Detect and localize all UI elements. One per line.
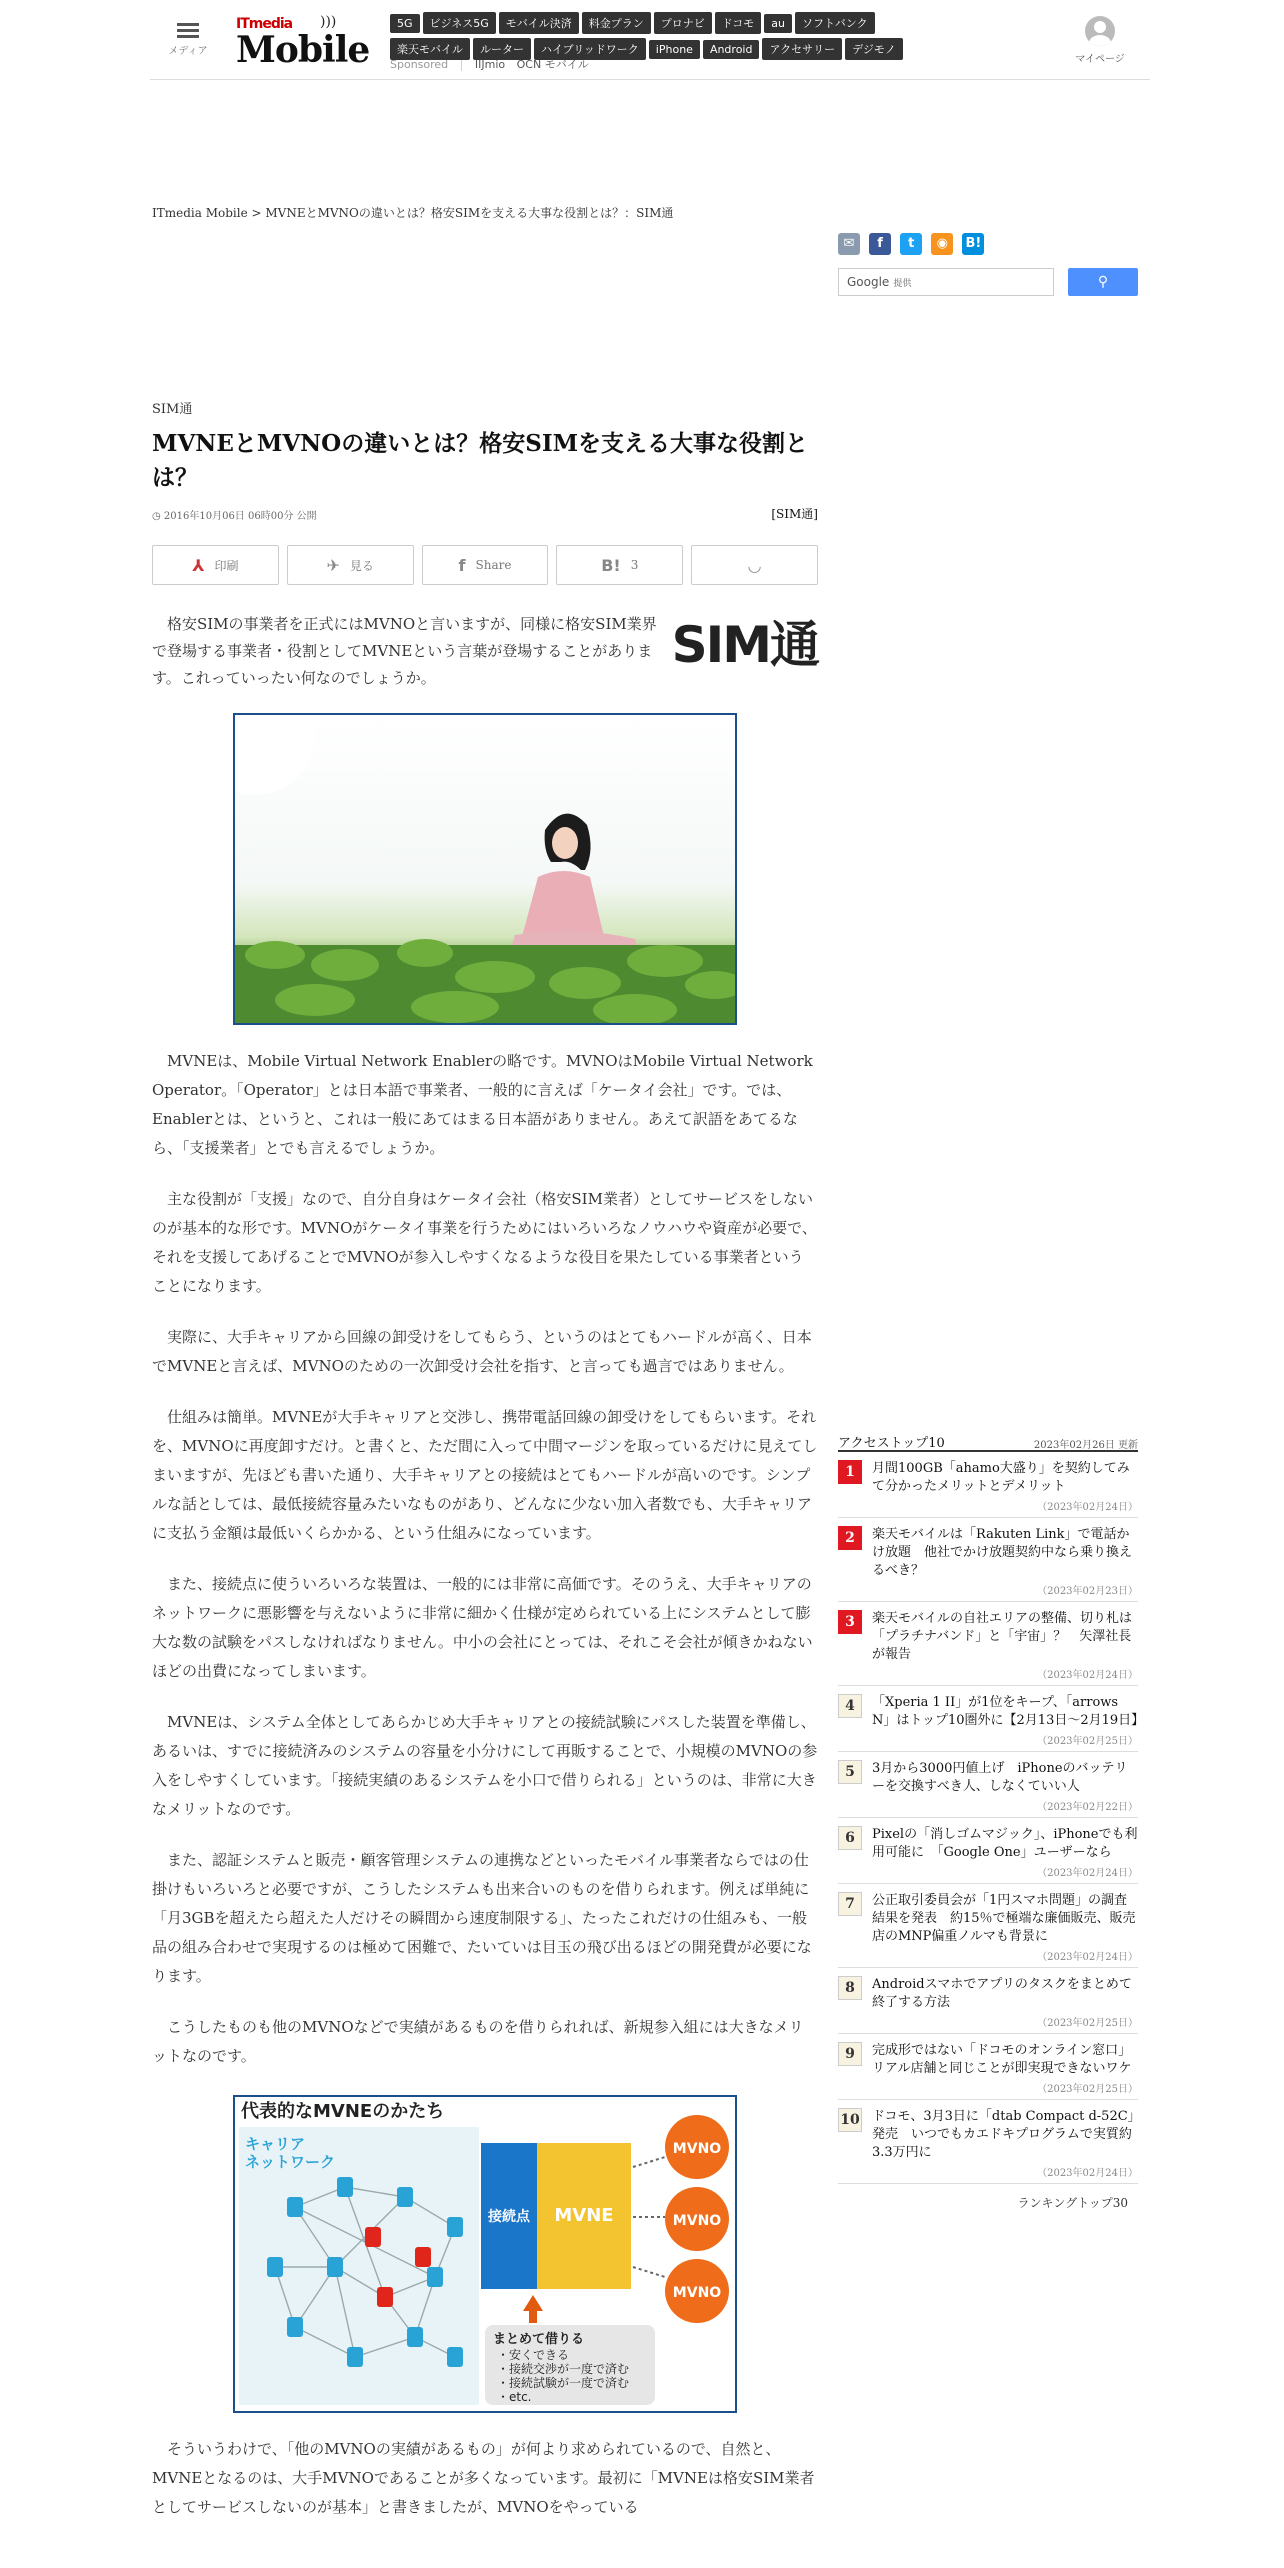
share-bar xyxy=(152,545,818,585)
paragraph: MVNEは、Mobile Virtual Network Enablerの略です。MVNOはMobile Virtual Network Operator。「Operator」とは日本語で事業者、一般的に言えば「ケータイ会社」です。では、Enablerとは、というと、これは一般にあてはまる日本語がありません。あえて訳語をあてるなら、「支援業者」とでも言えるでしょうか。 xyxy=(152,1052,813,1157)
tag-link[interactable]: 5G xyxy=(390,14,420,33)
tag-link[interactable]: ハイブリッドワーク xyxy=(534,38,646,60)
ranking-header xyxy=(838,1432,1138,1452)
sidebar-share-icons xyxy=(838,232,988,255)
sponsored-link-ocn[interactable]: OCN モバイル xyxy=(516,58,589,71)
tag-link[interactable]: 料金プラン xyxy=(582,12,651,34)
search-icon: ⚲ xyxy=(1097,274,1109,290)
ranking-item[interactable] xyxy=(838,1452,1138,1518)
ranking-item[interactable] xyxy=(838,1968,1138,2034)
menu-label: メディア xyxy=(168,46,208,57)
site-header xyxy=(150,0,1150,80)
sponsored-bar: Sponsored | IIJmio OCN モバイル xyxy=(390,58,589,71)
ranking-item[interactable] xyxy=(838,1686,1145,1752)
mvno-label-2: MVNO xyxy=(672,2213,722,2229)
ranking-item[interactable] xyxy=(838,2100,1138,2184)
tag-link[interactable]: Android xyxy=(703,40,760,59)
site-search xyxy=(838,268,1138,296)
ranking-item-title[interactable]: 3月から3000円値上げ iPhoneのバッテリーを交換すべき人、しなくていい人 xyxy=(872,1761,1128,1794)
site-logo[interactable] xyxy=(236,12,370,71)
paragraph: また、接続点に使ういろいろな装置は、一般的には非常に高価です。そのうえ、大手キャリアのネットワークに悪影響を与えないように非常に細かく仕様が定められている上にシステムとして膨大な数の試験をパスしなければなりません。中小の会社にとっては、それこそ会社が傾きかねないほどの出費になってしまいます。 xyxy=(152,1575,813,1680)
print-button[interactable]: ⅄ 印刷 xyxy=(152,545,279,585)
article-meta xyxy=(152,507,818,527)
ranking-more-link[interactable]: ランキングトップ30 xyxy=(1017,2196,1128,2210)
network-label-2: ネットワーク xyxy=(245,2153,336,2171)
diagram-title: 代表的なMVNEのかたち xyxy=(241,2101,445,2122)
benefit-3: ・接続試験が一度で済む xyxy=(497,2376,630,2390)
rss-icon[interactable]: ◉ xyxy=(931,233,953,255)
print-icon: ⅄ xyxy=(192,555,205,575)
ranking-item-date: （2023年02月24日） xyxy=(1037,1502,1138,1513)
mvno-label-1: MVNO xyxy=(672,2141,722,2157)
article-body-cont xyxy=(152,2435,818,2522)
publish-date: ◷ 2016年10月06日 06時00分 公開 xyxy=(152,511,317,522)
breadcrumb[interactable]: ITmedia Mobile > MVNEとMVNOの違いとは？格安SIMを支える大事な役割とは？：SIM通 xyxy=(152,206,674,220)
ranking-item-title[interactable]: 完成形ではない「ドコモのオンライン窓口」 リアル店舗と同じことが即実現できないワケ xyxy=(872,2043,1138,2076)
tag-link[interactable]: ソフトバンク xyxy=(795,12,875,34)
rank-number: 10 xyxy=(838,2108,862,2132)
ranking-item-date: （2023年02月23日） xyxy=(1037,1586,1138,1597)
clock-icon: ◷ xyxy=(152,511,164,522)
article-photo[interactable] xyxy=(233,713,737,1025)
google-brand: Google xyxy=(847,275,890,289)
connection-label: 接続点 xyxy=(488,2209,530,2225)
ranking-item-title[interactable]: 公正取引委員会が「1円スマホ問題」の調査結果を発表 約15％で極端な廉価販売、販売店のMNP偏重ノルマも背景に xyxy=(872,1893,1136,1944)
article-body xyxy=(152,1047,818,2071)
tag-link[interactable]: 楽天モバイル xyxy=(390,38,470,60)
ranking-item-date: （2023年02月24日） xyxy=(1037,1868,1138,1879)
ranking-item-title[interactable]: ドコモ、3月3日に「dtab Compact d-52C」発売 いつでもカエドキプログラムで実質約3.3万円に xyxy=(872,2109,1135,2160)
facebook-icon: f xyxy=(458,555,466,575)
article xyxy=(152,398,818,2522)
search-button[interactable] xyxy=(1068,268,1138,296)
ranking-list xyxy=(838,1452,1145,2184)
tag-link[interactable]: ルーター xyxy=(473,38,531,60)
menu-button[interactable] xyxy=(164,20,212,57)
paragraph: そういうわけで、「他のMVNOの実績があるもの」が何より求められているので、自然と、MVNEとなるのは、大手MVNOであることが多くなっています。最初に「MVNEは格安SIM業者としてサービスしないのが基本」と書きましたが、MVNOをやっている xyxy=(152,2440,815,2516)
ranking-item[interactable] xyxy=(838,1518,1138,1602)
paragraph: また、認証システムと販売・顧客管理システムの連携などといったモバイル事業者ならではの仕掛けもいろいろと必要ですが、こうしたシステムも出来合いのものを借りられます。例えば単純に「月3GBを超えたら超えた人だけその瞬間から速度制限する」、たったこれだけの仕組みも、一般品の組み合わせで実現するのは極めて困難で、たいていは目玉の飛び出るほどの開発費が必要になります。 xyxy=(152,1851,812,1985)
logo-itmedia: ITmedia xyxy=(236,16,293,32)
hamburger-icon xyxy=(177,23,199,38)
article-source[interactable]: [SIM通] xyxy=(771,507,818,521)
ranking-item-date: （2023年02月25日） xyxy=(1037,1736,1138,1747)
ranking-item-title[interactable]: Pixelの「消しゴムマジック」、iPhoneでも利用可能に 「Google One」ユーザーなら xyxy=(872,1827,1138,1860)
ranking-item[interactable] xyxy=(838,1818,1138,1884)
woman-in-field-illustration xyxy=(235,715,735,1023)
rank-number: 5 xyxy=(838,1760,862,1784)
ranking-item-date: （2023年02月24日） xyxy=(1037,1670,1138,1681)
article-category[interactable]: SIM通 xyxy=(152,402,193,417)
ranking-item-title[interactable]: 「Xperia 1 II」が1位をキープ、「arrows N」はトップ10圏外に【2月13日～2月19日】 xyxy=(872,1695,1145,1728)
rank-number: 4 xyxy=(838,1694,862,1718)
sponsored-label: Sponsored xyxy=(390,58,449,71)
tag-link[interactable]: プロナビ xyxy=(654,12,712,34)
ranking-item[interactable] xyxy=(838,1752,1138,1818)
tag-link[interactable]: ビジネス5G xyxy=(423,12,496,34)
mypage-label: マイページ xyxy=(1075,54,1125,65)
ranking-item-title[interactable]: 楽天モバイルは「Rakuten Link」で電話かけ放題 他社でかけ放題契約中なら乗り換えるべき？ xyxy=(872,1527,1133,1578)
up-arrow-icon xyxy=(523,2295,543,2323)
intro-text: 格安SIMの事業者を正式にはMVNOと言いますが、同様に格安SIM業界で登場する事業者・役割としてMVNEという言葉が登場することがあります。これっていったい何なのでしょうか。 xyxy=(152,615,657,687)
tag-link[interactable]: au xyxy=(764,14,792,33)
hatena-bookmark-button[interactable]: B! 3 xyxy=(556,545,683,585)
tag-link[interactable]: デジモノ xyxy=(845,38,903,60)
rank-number: 6 xyxy=(838,1826,862,1850)
mvne-label: MVNE xyxy=(554,2205,614,2226)
twitter-bird-icon: ✈ xyxy=(326,555,340,575)
mail-icon[interactable]: ✉ xyxy=(838,233,860,255)
benefit-2: ・接続交渉が一度で済む xyxy=(497,2362,630,2376)
ranking-item[interactable] xyxy=(838,2034,1138,2100)
ranking-item-date: （2023年02月24日） xyxy=(1037,2168,1138,2179)
rank-number: 8 xyxy=(838,1976,862,2000)
facebook-icon[interactable]: f xyxy=(869,233,891,255)
ranking-item-title[interactable]: Androidスマホでアプリのタスクをまとめて終了する方法 xyxy=(872,1977,1132,2010)
rank-number: 3 xyxy=(838,1610,862,1634)
mvne-diagram[interactable] xyxy=(233,2095,737,2413)
benefit-1: ・安くできる xyxy=(497,2348,570,2362)
twitter-icon[interactable]: t xyxy=(900,233,922,255)
network-label-1: キャリア xyxy=(245,2135,306,2153)
ranking-updated: 2023年02月26日 更新 xyxy=(1033,1440,1138,1451)
hatena-icon: B! xyxy=(601,555,621,575)
search-sub: 提供 xyxy=(893,279,912,289)
sim-tsu-logo: SIM通 xyxy=(671,616,818,674)
ranking-item-title[interactable]: 月間100GB「ahamo大盛り」を契約してみて分かったメリットとデメリット xyxy=(872,1461,1130,1494)
tag-link[interactable]: モバイル決済 xyxy=(499,12,579,34)
tweet-button[interactable]: ✈ 見る xyxy=(287,545,414,585)
article-intro xyxy=(152,611,818,701)
mypage-button[interactable] xyxy=(1070,16,1130,65)
rank-number: 7 xyxy=(838,1892,862,1916)
paragraph: 仕組みは簡単。MVNEが大手キャリアと交渉し、携帯電話回線の卸受けをしてもらいます。それを、MVNOに再度卸すだけ。と書くと、ただ間に入って中間マージンを取っているだけに見えてしまいますが、先ほども書いた通り、大手キャリアとの接続はとてもハードルが高いのです。シンプルな話としては、最低接続容量みたいなものがあり、どんなに少ない加入者数でも、大手キャリアに支払う金額は最低いくらかかる、という仕組みになっています。 xyxy=(152,1408,818,1542)
tag-link[interactable]: iPhone xyxy=(649,40,700,59)
article-title: MVNEとMVNOの違いとは？格安SIMを支える大事な役割とは？ xyxy=(152,430,809,491)
avatar-icon xyxy=(1085,16,1115,46)
access-ranking xyxy=(838,1432,1145,2211)
benefits-title: まとめて借りる xyxy=(493,2332,585,2347)
ranking-item[interactable] xyxy=(838,1884,1138,1968)
ranking-item-date: （2023年02月25日） xyxy=(1037,2084,1138,2095)
hatena-icon[interactable]: B! xyxy=(962,233,984,255)
paragraph: 実際に、大手キャリアから回線の卸受けをしてもらう、というのはとてもハードルが高く、日本でMVNEと言えば、MVNOのための一次卸受け会社を指す、と言っても過言ではありません。 xyxy=(152,1328,812,1375)
sponsored-link-iijmio[interactable]: IIJmio xyxy=(474,58,506,71)
ranking-item[interactable] xyxy=(838,1602,1138,1686)
logo-mobile: Mobile xyxy=(236,29,370,71)
pocket-button[interactable] xyxy=(691,545,818,585)
mvno-label-3: MVNO xyxy=(672,2285,722,2301)
rank-number: 1 xyxy=(838,1460,862,1484)
ranking-item-date: （2023年02月22日） xyxy=(1037,1802,1138,1813)
rank-number: 9 xyxy=(838,2042,862,2066)
tag-link[interactable]: ドコモ xyxy=(715,12,762,34)
ranking-item-date: （2023年02月24日） xyxy=(1037,1952,1138,1963)
tag-link[interactable]: アクセサリー xyxy=(762,38,842,60)
benefit-4: ・etc. xyxy=(497,2390,532,2404)
ranking-item-title[interactable]: 楽天モバイルの自社エリアの整備、切り札は「プラチナバンド」と「宇宙」？ 矢澤社長が報告 xyxy=(872,1611,1133,1662)
search-input[interactable] xyxy=(838,268,1054,296)
paragraph: MVNEは、システム全体としてあらかじめ大手キャリアとの接続試験にパスした装置を準備し、あるいは、すでに接続済みのシステムの容量を小分けにして再販することで、小規模のMVNOの参入をしやすくしています。「接続実績のあるシステムを小口で借りられる」というのは、非常に大きなメリットなのです。 xyxy=(152,1713,818,1818)
pocket-icon: ◡ xyxy=(748,555,761,575)
paragraph: 主な役割が「支援」なので、自分自身はケータイ会社（格安SIM業者）としてサービスをしないのが基本的な形です。MVNOがケータイ事業を行うためにはいろいろなノウハウや資産が必要で、それを支援してあげることでMVNOが参入しやすくなるような役目を果たしている事業者ということになります。 xyxy=(152,1190,817,1295)
ranking-item-date: （2023年02月25日） xyxy=(1037,2018,1138,2029)
ranking-title: アクセストップ10 xyxy=(838,1436,945,1451)
rank-number: 2 xyxy=(838,1526,862,1550)
mvne-diagram-svg xyxy=(235,2097,735,2411)
paragraph: こうしたものも他のMVNOなどで実績があるものを借りられれば、新規参入組には大きなメリットなのです。 xyxy=(152,2018,804,2065)
wifi-icon: ))) xyxy=(320,14,337,30)
facebook-share-button[interactable]: f Share xyxy=(422,545,549,585)
